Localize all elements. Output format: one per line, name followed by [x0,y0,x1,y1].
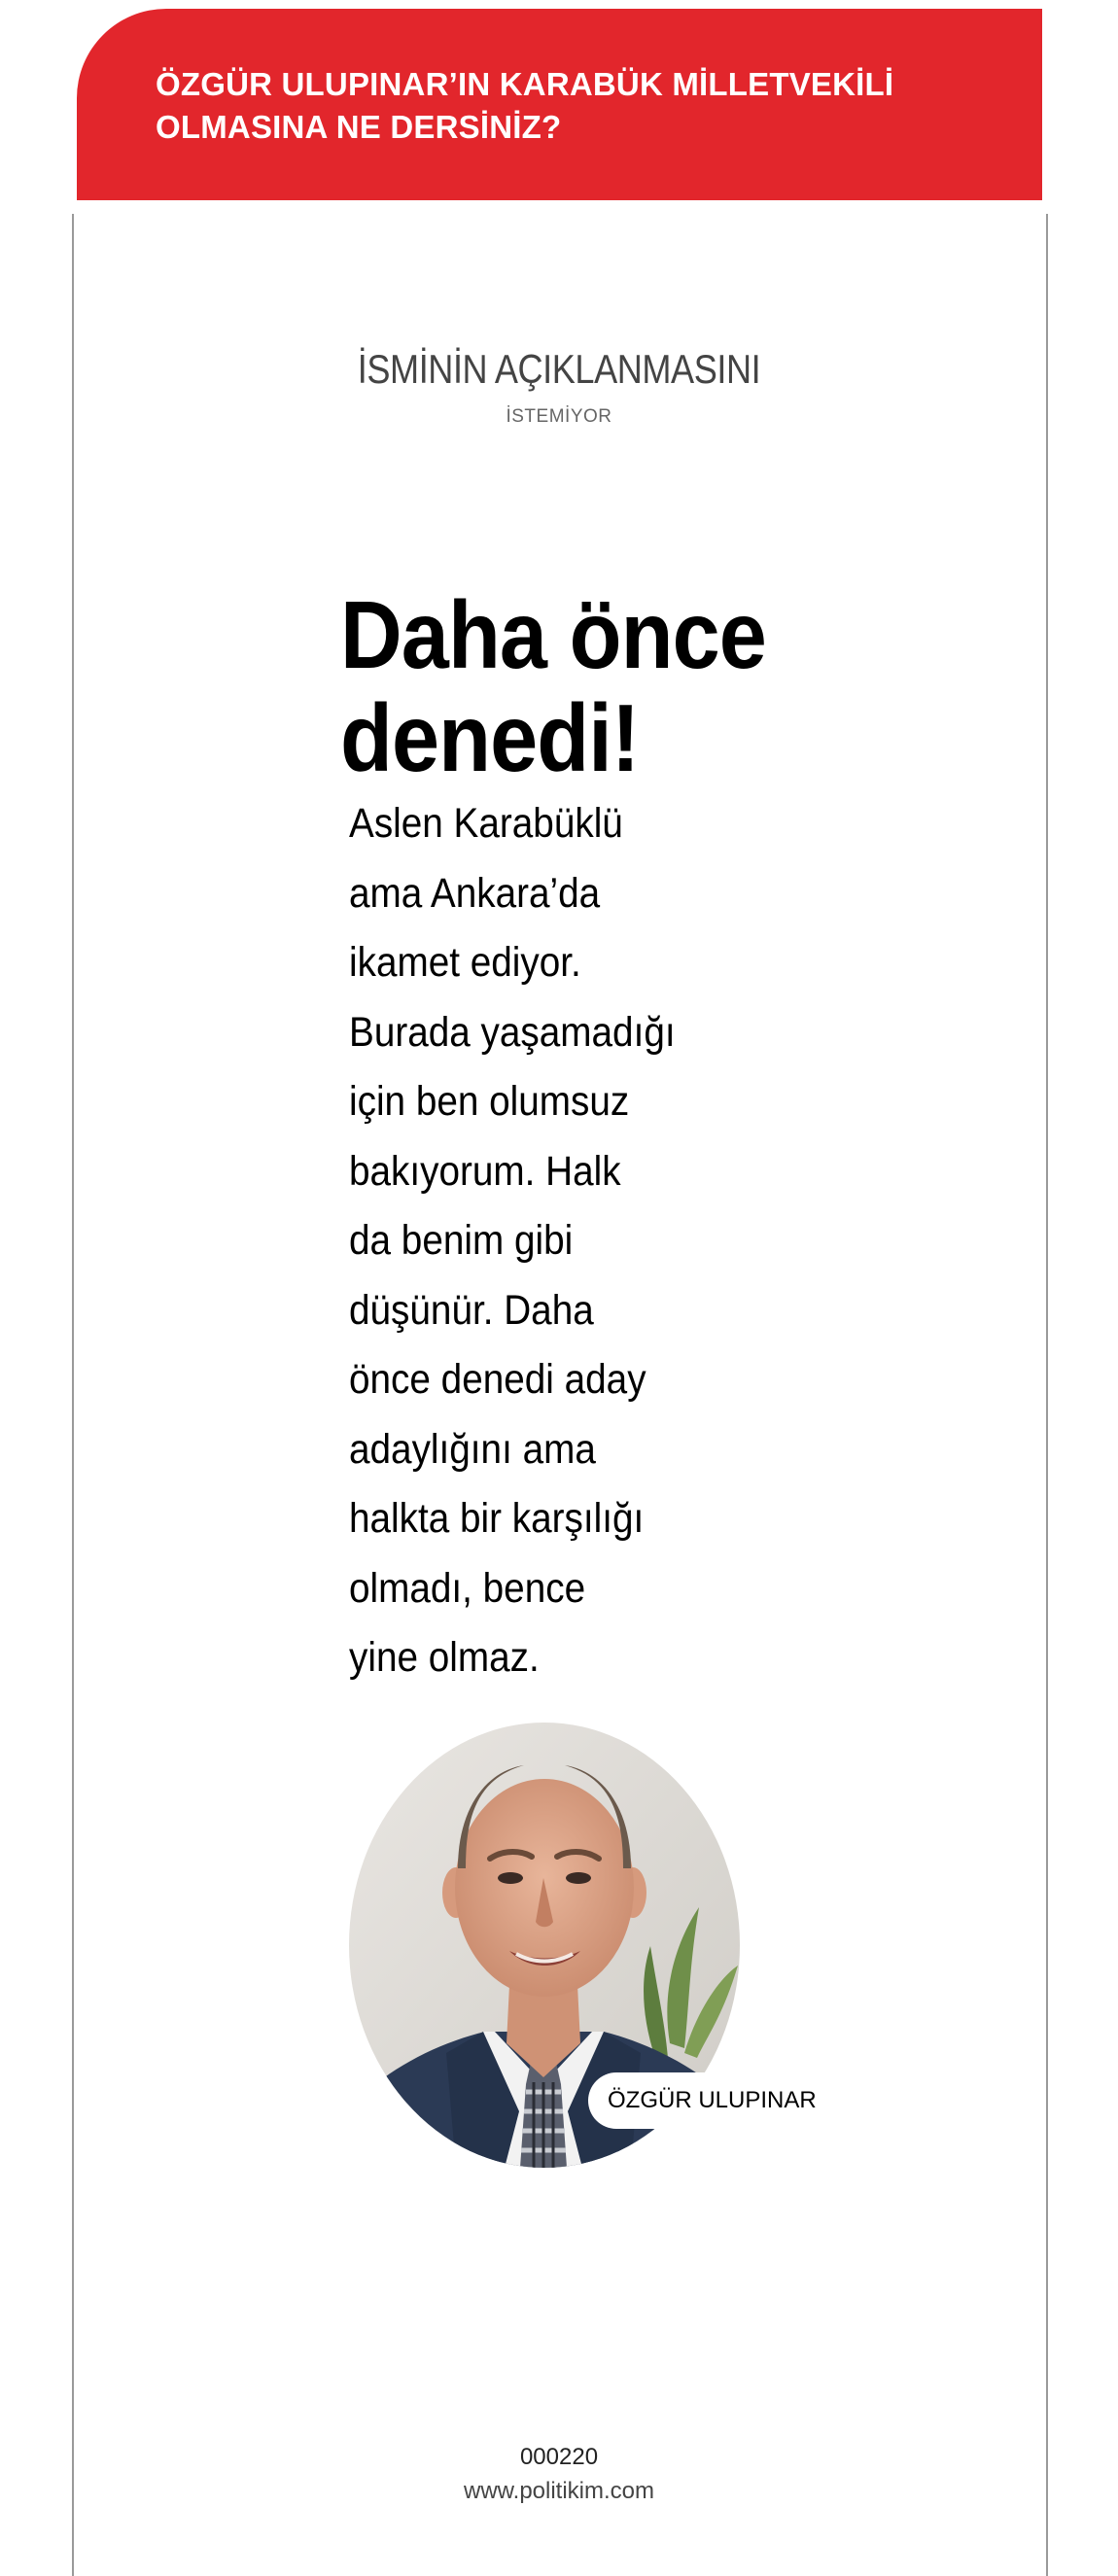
quote-text [349,789,716,1693]
quote-line: önce denedi aday [349,1356,646,1403]
portrait-name-tag: ÖZGÜR ULUPINAR [588,2072,838,2129]
quote-line: yine olmaz. [349,1634,540,1681]
quote-line: halkta bir karşılığı [349,1495,645,1542]
quote-line: için ben olumsuz [349,1078,630,1125]
footer-url[interactable]: www.politikim.com [463,2478,655,2504]
quote-line: Aslen Karabüklü [349,800,623,847]
headline: Daha önce denedi! [340,581,766,791]
quote-line: bakıyorum. Halk [349,1147,621,1195]
subtitle-line-2: İSTEMİYOR [506,406,612,427]
quote-line: adaylığını ama [349,1425,596,1473]
header-title: ÖZGÜR ULUPINAR’IN KARABÜK MİLLETVEKİLİ OLMASINA NE DERSİNİZ? [156,66,894,145]
header-banner [77,9,1042,200]
quote-line: Burada yaşamadığı [349,1008,676,1056]
quote-line: düşünür. Daha [349,1286,594,1334]
subtitle-line-1: İSMİNİN AÇIKLANMASINI [357,346,761,392]
quote-line: olmadı, bence [349,1564,586,1612]
quote-line: ama Ankara’da [349,869,601,917]
footer-code: 000220 [519,2444,599,2470]
quote-line: ikamet ediyor. [349,939,581,986]
quote-line: da benim gibi [349,1217,574,1264]
